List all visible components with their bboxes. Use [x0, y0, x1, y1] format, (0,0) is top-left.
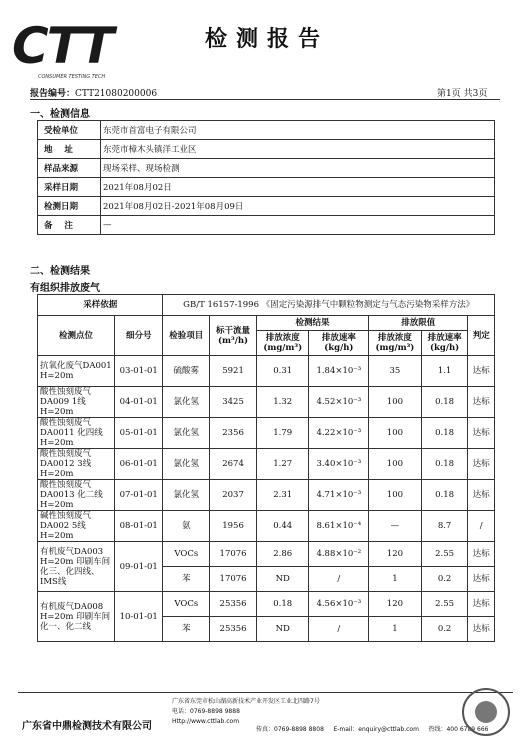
result-row	[38, 480, 495, 511]
result-item: 氯化氢	[163, 480, 210, 511]
result-row	[38, 418, 495, 449]
result-lrate: 0.18	[421, 449, 468, 480]
footer-hotline: 热线：400 6789 666	[428, 726, 489, 733]
result-flow: 2356	[210, 418, 257, 449]
result-rate: 3.40×10⁻³	[309, 449, 369, 480]
info-row	[38, 159, 495, 178]
result-rate: 4.71×10⁻³	[309, 480, 369, 511]
result-verdict: 达标	[468, 567, 495, 592]
report-number-value: CTT21080200006	[75, 89, 158, 99]
result-group: 04-01-01	[115, 387, 163, 418]
result-conc: 1.79	[256, 418, 309, 449]
results-table	[37, 294, 495, 642]
result-item: VOCs	[163, 592, 210, 617]
logo-letters: CTT	[12, 17, 113, 75]
result-lconc: 100	[369, 449, 422, 480]
result-rate: /	[309, 617, 369, 642]
result-conc: ND	[256, 617, 309, 642]
header-verdict: 判定	[468, 316, 495, 356]
header-rate-label: 排放速率	[321, 333, 356, 343]
result-item: 苯	[163, 567, 210, 592]
result-flow: 3425	[210, 387, 257, 418]
result-lconc: 120	[369, 592, 422, 617]
report-title: 检测报告	[205, 26, 330, 52]
result-flow: 2674	[210, 449, 257, 480]
result-conc: ND	[256, 567, 309, 592]
header-conc-limit	[369, 331, 422, 356]
info-value: 2021年08月02日	[101, 178, 495, 197]
report-number-label: 报告编号：	[30, 89, 76, 99]
header-flow-unit: (m³/h)	[218, 335, 249, 346]
result-point: 碱性蚀刻废气DA002 5线 H=20m	[38, 511, 115, 542]
footer-address: 广东省东莞市松山湖高新技术产业开发区工业北四路7号	[172, 698, 320, 705]
result-row	[38, 592, 495, 617]
info-label: 样品来源	[38, 159, 101, 178]
result-flow: 17076	[210, 542, 257, 567]
result-conc: 2.86	[256, 542, 309, 567]
result-lrate: 0.18	[421, 480, 468, 511]
info-value: 东莞市首富电子有限公司	[101, 121, 495, 140]
result-group: 03-01-01	[115, 356, 163, 387]
result-group: 05-01-01	[115, 418, 163, 449]
result-item: 氯化氢	[163, 449, 210, 480]
result-flow: 2037	[210, 480, 257, 511]
result-verdict: 达标	[468, 387, 495, 418]
info-value: —	[101, 216, 495, 235]
header-conc-label: 排放浓度	[265, 333, 300, 343]
result-verdict: 达标	[468, 480, 495, 511]
footer-contact-right	[256, 724, 488, 733]
info-row	[38, 140, 495, 159]
header-rate-label: 排放速率	[427, 333, 462, 343]
header-conc-unit: (mg/m³)	[375, 343, 415, 353]
footer-web: Http://www.cttlab.com	[172, 718, 240, 725]
header-divider	[30, 99, 500, 100]
info-value: 2021年08月02日-2021年08月09日	[101, 197, 495, 216]
result-point: 有机废气DA008 H=20m 印刷车间 化一、化二线	[38, 592, 115, 642]
logo-subtitle: CONSUMER TESTING TECH	[38, 74, 106, 80]
footer-fax: 传真：0769-8898 8808	[256, 726, 324, 733]
result-rate: 4.88×10⁻²	[309, 542, 369, 567]
results-subtitle: 有组织排放废气	[30, 283, 100, 294]
result-point: 酸性蚀刻废气DA0012 3线 H=20m	[38, 449, 115, 480]
info-table	[37, 120, 495, 235]
section-info-title: 一、检测信息	[30, 109, 90, 120]
result-flow: 5921	[210, 356, 257, 387]
result-lrate: 0.2	[421, 567, 468, 592]
header-row-top	[38, 316, 495, 331]
result-verdict: 达标	[468, 356, 495, 387]
certification-seal-icon	[462, 688, 510, 736]
result-row	[38, 356, 495, 387]
report-number	[30, 86, 157, 99]
result-item: 氯化氢	[163, 418, 210, 449]
header-limits: 排放限值	[369, 316, 468, 331]
result-group: 09-01-01	[115, 542, 163, 592]
result-item: 苯	[163, 617, 210, 642]
result-conc: 1.32	[256, 387, 309, 418]
footer-email: E-mail：enquiry@cttlab.com	[333, 726, 419, 733]
info-row	[38, 121, 495, 140]
result-rate: /	[309, 567, 369, 592]
result-lrate: 1.1	[421, 356, 468, 387]
result-group: 07-01-01	[115, 480, 163, 511]
header-rate-limit	[421, 331, 468, 356]
footer-contact	[172, 697, 320, 727]
header-conc-label: 排放浓度	[377, 333, 412, 343]
header-rate-unit: (kg/h)	[324, 343, 354, 353]
page-info: 第1页 共3页	[437, 89, 488, 99]
result-verdict: 达标	[468, 542, 495, 567]
result-lconc: 35	[369, 356, 422, 387]
header-item: 检验项目	[163, 316, 210, 356]
result-group: 10-01-01	[115, 592, 163, 642]
result-row	[38, 387, 495, 418]
basis-value: GB/T 16157-1996 《固定污染源排气中颗粒物测定与气态污染物采样方法》	[163, 295, 495, 316]
result-group: 08-01-01	[115, 511, 163, 542]
result-lrate: 0.2	[421, 617, 468, 642]
info-label: 备 注	[38, 216, 101, 235]
header-conc-result	[256, 331, 309, 356]
result-rate: 4.56×10⁻³	[309, 592, 369, 617]
result-rate: 4.22×10⁻³	[309, 418, 369, 449]
info-row	[38, 197, 495, 216]
result-item: 硫酸雾	[163, 356, 210, 387]
header-conc-unit: (mg/m³)	[263, 343, 303, 353]
result-conc: 0.18	[256, 592, 309, 617]
result-point: 有机废气DA003 H=20m 印刷车间 化三、化四线、IMS线	[38, 542, 115, 592]
result-point: 酸性蚀刻废气DA0011 化四线 H=20m	[38, 418, 115, 449]
basis-label: 采样依据	[38, 295, 163, 316]
info-row	[38, 216, 495, 235]
footer-company: 广东省中鼎检测技术有限公司	[22, 721, 152, 732]
result-lrate: 0.18	[421, 387, 468, 418]
result-verdict: 达标	[468, 449, 495, 480]
company-logo	[12, 17, 113, 82]
result-lrate: 2.55	[421, 592, 468, 617]
header-flow-label: 标干流量	[216, 325, 251, 336]
result-lconc: 1	[369, 567, 422, 592]
result-lrate: 0.18	[421, 418, 468, 449]
result-item: VOCs	[163, 542, 210, 567]
result-flow: 1956	[210, 511, 257, 542]
footer-divider	[18, 692, 513, 693]
result-point: 酸性蚀刻废气DA0013 化二线 H=20m	[38, 480, 115, 511]
result-lconc: —	[369, 511, 422, 542]
result-item: 氯化氢	[163, 387, 210, 418]
result-row	[38, 511, 495, 542]
header-rate-result	[309, 331, 369, 356]
result-lrate: 2.55	[421, 542, 468, 567]
section-results-title: 二、检测结果	[30, 266, 90, 277]
result-row	[38, 449, 495, 480]
result-conc: 0.44	[256, 511, 309, 542]
result-lconc: 1	[369, 617, 422, 642]
result-verdict: 达标	[468, 592, 495, 617]
result-point: 酸性蚀刻废气DA009 1线 H=20m	[38, 387, 115, 418]
result-verdict: 达标	[468, 617, 495, 642]
info-label: 受检单位	[38, 121, 101, 140]
header-flow	[210, 316, 257, 356]
info-label: 检测日期	[38, 197, 101, 216]
result-rate: 8.61×10⁻⁴	[309, 511, 369, 542]
result-lrate: 8.7	[421, 511, 468, 542]
result-lconc: 100	[369, 387, 422, 418]
result-flow: 17076	[210, 567, 257, 592]
info-label: 地 址	[38, 140, 101, 159]
header-results: 检测结果	[256, 316, 368, 331]
result-point: 抗氧化废气DA001 H=20m	[38, 356, 115, 387]
header-rate-unit: (kg/h)	[429, 343, 460, 353]
result-lconc: 100	[369, 418, 422, 449]
result-conc: 2.31	[256, 480, 309, 511]
result-verdict: 达标	[468, 418, 495, 449]
result-row	[38, 542, 495, 567]
basis-row	[38, 295, 495, 316]
info-label: 采样日期	[38, 178, 101, 197]
header-point: 检测点位	[38, 316, 115, 356]
result-lconc: 120	[369, 542, 422, 567]
result-lconc: 100	[369, 480, 422, 511]
result-rate: 4.52×10⁻³	[309, 387, 369, 418]
result-flow: 25356	[210, 592, 257, 617]
result-group: 06-01-01	[115, 449, 163, 480]
footer-tel: 电话：0769-8898 9888	[172, 708, 240, 715]
result-item: 氨	[163, 511, 210, 542]
info-value: 东莞市樟木头镇洋工业区	[101, 140, 495, 159]
result-verdict: /	[468, 511, 495, 542]
info-value: 现场采样、现场检测	[101, 159, 495, 178]
info-row	[38, 178, 495, 197]
header-group: 细分号	[115, 316, 163, 356]
result-conc: 0.31	[256, 356, 309, 387]
result-flow: 25356	[210, 617, 257, 642]
result-rate: 1.84×10⁻³	[309, 356, 369, 387]
result-conc: 1.27	[256, 449, 309, 480]
